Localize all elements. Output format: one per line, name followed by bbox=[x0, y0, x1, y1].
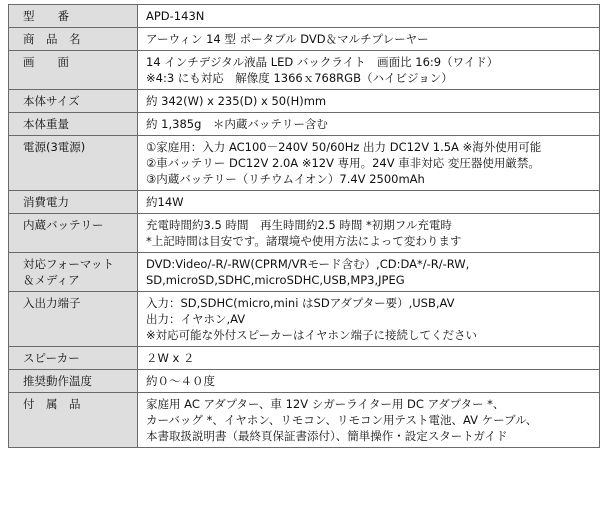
row-body-weight bbox=[9, 113, 600, 136]
value-line: アーウィン 14 型 ポータブル DVD＆マルチプレーヤー bbox=[146, 32, 429, 46]
value-screen bbox=[138, 51, 600, 90]
value-line: APD-143N bbox=[146, 9, 205, 23]
row-accessories bbox=[9, 393, 600, 448]
label-screen: 画 面 bbox=[9, 51, 138, 90]
label-power-source: 電源(3電源) bbox=[9, 136, 138, 191]
value-line: 14 インチデジタル液晶 LED バックライト 画面比 16:9（ワイド） bbox=[146, 55, 499, 69]
row-model-number bbox=[9, 5, 600, 28]
label-accessories: 付 属 品 bbox=[9, 393, 138, 448]
row-internal-battery bbox=[9, 214, 600, 253]
value-line: 約 342(W) x 235(D) x 50(H)mm bbox=[146, 94, 327, 108]
value-line: 充電時間約3.5 時間 再生時間約2.5 時間 *初期フル充電時 bbox=[146, 218, 452, 232]
value-model-number bbox=[138, 5, 600, 28]
label-internal-battery: 内蔵バッテリー bbox=[9, 214, 138, 253]
row-power-source bbox=[9, 136, 600, 191]
value-line: 約 1,385g ＊内蔵バッテリー含む bbox=[146, 117, 328, 131]
value-line: 本書取扱説明書（最終頁保証書添付）、簡単操作・設定スタートガイド bbox=[146, 429, 508, 443]
label-product-name: 商 品 名 bbox=[9, 28, 138, 51]
value-body-weight bbox=[138, 113, 600, 136]
value-line: 家庭用 AC アダプター、車 12V シガーライター用 DC アダプター *、 bbox=[146, 397, 505, 411]
row-operating-temperature bbox=[9, 370, 600, 393]
label-speaker: スピーカー bbox=[9, 347, 138, 370]
value-line: ※4:3 にも対応 解像度 1366ｘ768RGB（ハイビジョン） bbox=[146, 71, 453, 85]
value-line: ②車バッテリー DC12V 2.0A ※12V 専用。24V 車非対応 変圧器使用厳禁。 bbox=[146, 156, 540, 170]
value-line: 入力：SD,SDHC(micro,mini はSDアダプター要）,USB,AV bbox=[146, 296, 455, 310]
value-line: *上記時間は目安です。諸環境や使用方法によって変わります bbox=[146, 234, 462, 248]
value-line: ２W x ２ bbox=[146, 351, 195, 365]
label-io-terminals: 入出力端子 bbox=[9, 292, 138, 347]
value-power-source bbox=[138, 136, 600, 191]
value-line: SD,microSD,SDHC,microSDHC,USB,MP3,JPEG bbox=[146, 273, 405, 287]
row-formats-media bbox=[9, 253, 600, 292]
value-formats-media bbox=[138, 253, 600, 292]
row-io-terminals bbox=[9, 292, 600, 347]
value-line: カーバッグ *、イヤホン、リモコン、リモコン用テスト電池、AV ケーブル、 bbox=[146, 413, 538, 427]
value-speaker bbox=[138, 347, 600, 370]
value-power-consumption bbox=[138, 191, 600, 214]
value-line: ①家庭用：入力 AC100－240V 50/60Hz 出力 DC12V 1.5A ※海外使用可能 bbox=[146, 140, 542, 154]
row-speaker bbox=[9, 347, 600, 370]
value-line: ※対応可能な外付スピーカーはイヤホン端子に接続してください bbox=[146, 328, 477, 342]
value-line: 出力：イヤホン,AV bbox=[146, 312, 246, 326]
label-line: 対応フォーマット bbox=[23, 257, 114, 271]
value-accessories bbox=[138, 393, 600, 448]
value-product-name bbox=[138, 28, 600, 51]
label-power-consumption: 消費電力 bbox=[9, 191, 138, 214]
value-body-size bbox=[138, 90, 600, 113]
label-line: ＆メディア bbox=[23, 273, 80, 287]
label-body-weight: 本体重量 bbox=[9, 113, 138, 136]
value-line: 約14W bbox=[146, 195, 184, 209]
row-product-name bbox=[9, 28, 600, 51]
label-model-number: 型 番 bbox=[9, 5, 138, 28]
label-formats-media bbox=[9, 253, 138, 292]
value-line: DVD:Video/-R/-RW(CPRM/VRモード含む）,CD:DA*/-R/-RW, bbox=[146, 257, 470, 271]
value-operating-temperature bbox=[138, 370, 600, 393]
spec-table bbox=[8, 4, 600, 448]
row-power-consumption bbox=[9, 191, 600, 214]
label-body-size: 本体サイズ bbox=[9, 90, 138, 113]
label-operating-temperature: 推奨動作温度 bbox=[9, 370, 138, 393]
row-body-size bbox=[9, 90, 600, 113]
value-internal-battery bbox=[138, 214, 600, 253]
value-io-terminals bbox=[138, 292, 600, 347]
row-screen bbox=[9, 51, 600, 90]
value-line: 約０～４０度 bbox=[146, 374, 215, 388]
value-line: ③内蔵バッテリー（リチウムイオン）7.4V 2500mAh bbox=[146, 172, 425, 186]
